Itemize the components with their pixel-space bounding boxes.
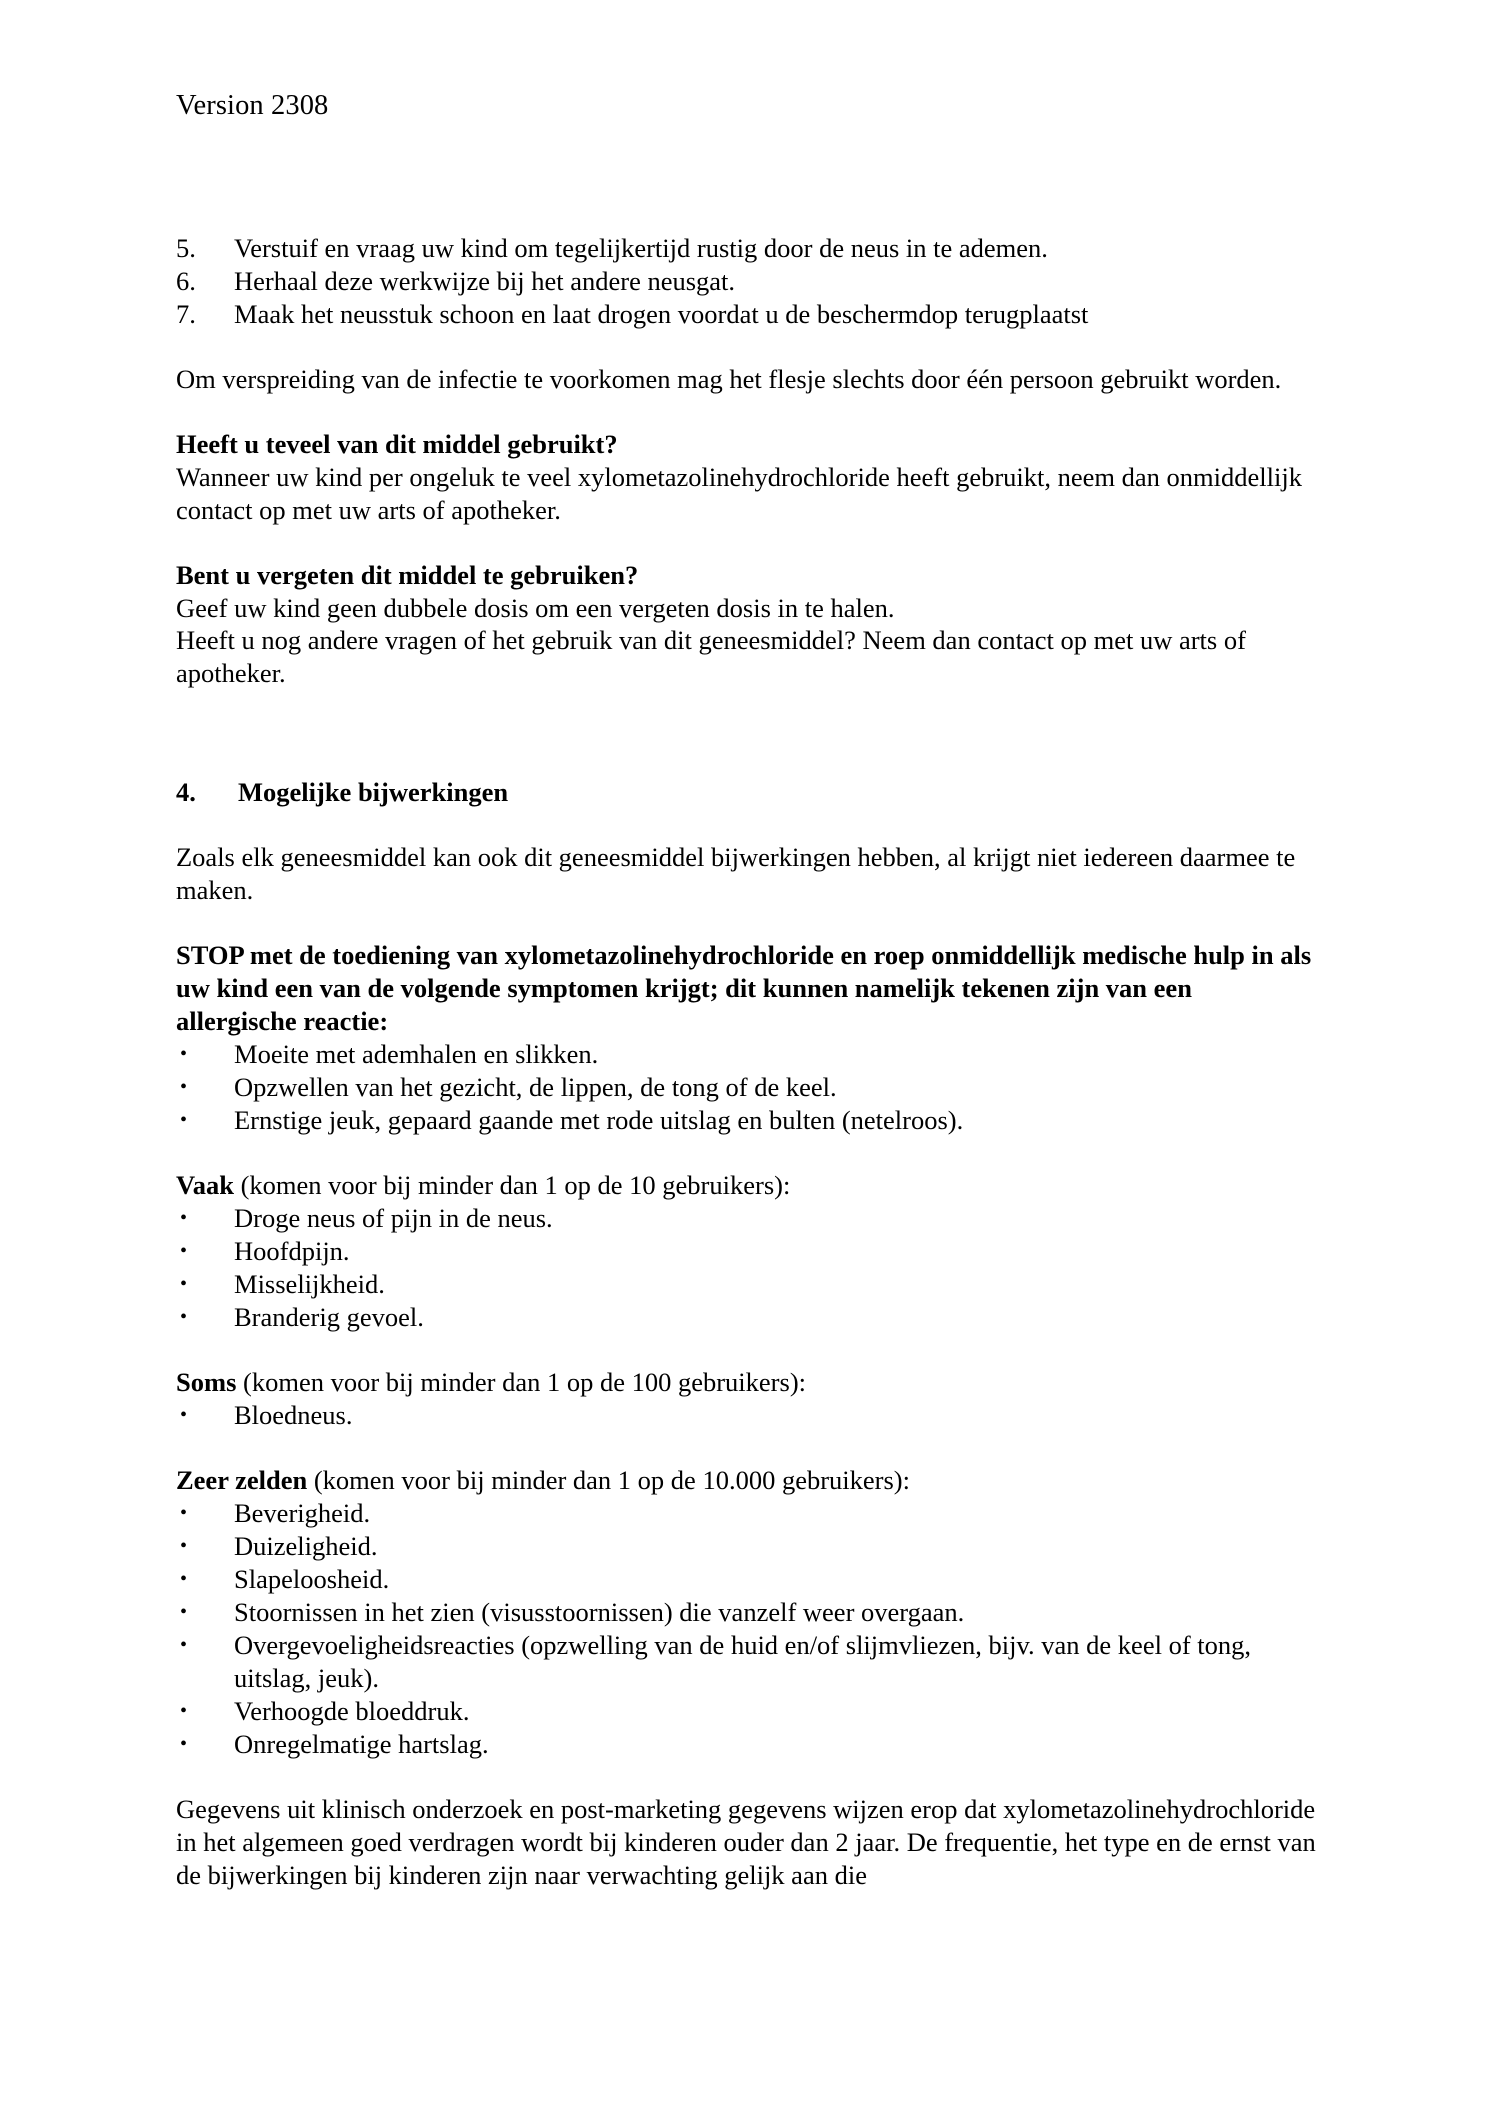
frequency-label: Soms	[176, 1367, 237, 1398]
bullet-icon: •	[180, 1700, 188, 1723]
bullet-icon: •	[180, 1076, 188, 1099]
document-version-header: Version 2308	[176, 90, 329, 121]
frequency-heading-zeer-zelden	[176, 1464, 1318, 1497]
frequency-label: Zeer zelden	[176, 1465, 308, 1496]
list-item-number: 7.	[176, 298, 196, 329]
frequency-heading-soms	[176, 1366, 1318, 1399]
frequency-heading-vaak	[176, 1169, 1318, 1202]
list-item	[176, 1563, 1318, 1596]
list-item	[176, 1202, 1318, 1235]
list-item	[176, 1530, 1318, 1563]
frequency-qualifier: (komen voor bij minder dan 1 op de 100 gebruikers):	[236, 1367, 807, 1398]
list-item-text: Opzwellen van het gezicht, de lippen, de tong of de keel.	[234, 1072, 837, 1103]
overdose-body: Wanneer uw kind per ongeluk te veel xylometazolinehydrochloride heeft gebruikt, neem dan onmiddellijk contact op met uw arts of apotheker.	[176, 461, 1302, 525]
list-item-text: Herhaal deze werkwijze bij het andere neusgat.	[234, 265, 736, 296]
list-item	[176, 1728, 1318, 1761]
spacer	[176, 331, 1318, 363]
list-item	[176, 1596, 1318, 1629]
bullet-icon: •	[180, 1568, 188, 1591]
allergy-symptoms-list	[176, 1038, 1318, 1137]
list-item-text: Hoofdpijn.	[234, 1236, 350, 1267]
frequency-qualifier: (komen voor bij minder dan 1 op de 10.000 gebruikers):	[307, 1465, 910, 1496]
frequency-list-vaak	[176, 1202, 1318, 1334]
list-item	[176, 1695, 1318, 1728]
list-item	[176, 1629, 1318, 1695]
closing-paragraph: Gegevens uit klinisch onderzoek en post-marketing gegevens wijzen erop dat xylometazolinehydrochloride in het algemeen goed verdragen wordt bij kinderen ouder dan 2 jaar. De frequentie, het type en de ernst van de bijwerkingen bij kinderen zijn naar verwachting gelijk aan die	[176, 1794, 1316, 1891]
spacer	[176, 1432, 1318, 1464]
list-item-text: Moeite met ademhalen en slikken.	[234, 1039, 599, 1070]
bullet-icon: •	[180, 1043, 188, 1066]
list-item-text: Branderig gevoel.	[234, 1302, 424, 1333]
frequency-list-soms	[176, 1399, 1318, 1432]
list-item-text: Ernstige jeuk, gepaard gaande met rode uitslag en bulten (netelroos).	[234, 1105, 964, 1136]
list-item-text: Misselijkheid.	[234, 1269, 385, 1300]
list-item-text: Droge neus of pijn in de neus.	[234, 1203, 553, 1234]
overdose-heading: Heeft u teveel van dit middel gebruikt?	[176, 428, 618, 459]
stop-warning-text: STOP met de toediening van xylometazolinehydrochloride en roep onmiddellijk medische hulp in als uw kind een van de volgende symptomen krijgt; dit kunnen namelijk tekenen zijn van een allergische reactie:	[176, 940, 1312, 1037]
list-item	[176, 265, 1318, 298]
bullet-icon: •	[180, 1207, 188, 1230]
list-item-text: Maak het neusstuk schoon en laat drogen voordat u de beschermdop terugplaatst	[234, 298, 1089, 329]
list-item-text: Overgevoeligheidsreacties (opzwelling van de huid en/of slijmvliezen, bijv. van de keel of tong, uitslag, jeuk).	[234, 1630, 1252, 1694]
section-4-heading	[176, 776, 1318, 809]
list-item-text: Slapeloosheid.	[234, 1564, 390, 1595]
section-number: 4.	[176, 777, 196, 808]
bullet-icon: •	[180, 1109, 188, 1132]
bullet-icon: •	[180, 1240, 188, 1263]
list-item-text: Beverigheid.	[234, 1498, 371, 1529]
list-item-text: Duizeligheid.	[234, 1531, 378, 1562]
bullet-icon: •	[180, 1733, 188, 1756]
procedure-steps-list	[176, 232, 1318, 331]
list-item	[176, 298, 1318, 331]
list-item	[176, 1071, 1318, 1104]
section-4-intro: Zoals elk geneesmiddel kan ook dit geneesmiddel bijwerkingen hebben, al krijgt niet iedereen daarmee te maken.	[176, 842, 1296, 906]
missed-dose-heading: Bent u vergeten dit middel te gebruiken?	[176, 559, 639, 590]
spacer	[176, 527, 1318, 559]
spacer	[176, 809, 1318, 841]
list-item-text: Bloedneus.	[234, 1400, 353, 1431]
bullet-icon: •	[180, 1502, 188, 1525]
missed-dose-line-2: Heeft u nog andere vragen of het gebruik van dit geneesmiddel? Neem dan contact op met uw arts of apotheker.	[176, 625, 1246, 689]
list-item	[176, 1104, 1318, 1137]
list-item-text: Stoornissen in het zien (visusstoornissen) die vanzelf weer overgaan.	[234, 1597, 965, 1628]
bullet-icon: •	[180, 1273, 188, 1296]
list-item	[176, 1038, 1318, 1071]
list-item-text: Verhoogde bloeddruk.	[234, 1696, 470, 1727]
list-item	[176, 1497, 1318, 1530]
list-item	[176, 1235, 1318, 1268]
spacer	[176, 1761, 1318, 1793]
spacer	[176, 1334, 1318, 1366]
bullet-icon: •	[180, 1404, 188, 1427]
missed-dose-line-1: Geef uw kind geen dubbele dosis om een vergeten dosis in te halen.	[176, 592, 895, 623]
frequency-qualifier: (komen voor bij minder dan 1 op de 10 gebruikers):	[233, 1170, 791, 1201]
spacer	[176, 396, 1318, 428]
list-item-number: 5.	[176, 232, 196, 263]
spacer	[176, 690, 1318, 776]
spacer	[176, 1137, 1318, 1169]
list-item	[176, 1399, 1318, 1432]
list-item	[176, 232, 1318, 265]
frequency-list-zeer-zelden	[176, 1497, 1318, 1761]
list-item-text: Onregelmatige hartslag.	[234, 1729, 489, 1760]
list-item-text: Verstuif en vraag uw kind om tegelijkertijd rustig door de neus in te ademen.	[234, 232, 1048, 263]
header-spacer	[176, 124, 1318, 232]
spacer	[176, 907, 1318, 939]
bullet-icon: •	[180, 1601, 188, 1624]
infection-prevention-note: Om verspreiding van de infectie te voorkomen mag het flesje slechts door één persoon gebruikt worden.	[176, 363, 1282, 394]
bullet-icon: •	[180, 1634, 188, 1657]
page-content	[176, 0, 1318, 1892]
list-item-number: 6.	[176, 265, 196, 296]
frequency-label: Vaak	[176, 1170, 234, 1201]
bullet-icon: •	[180, 1306, 188, 1329]
list-item	[176, 1301, 1318, 1334]
bullet-icon: •	[180, 1535, 188, 1558]
section-title: Mogelijke bijwerkingen	[238, 777, 509, 808]
list-item	[176, 1268, 1318, 1301]
